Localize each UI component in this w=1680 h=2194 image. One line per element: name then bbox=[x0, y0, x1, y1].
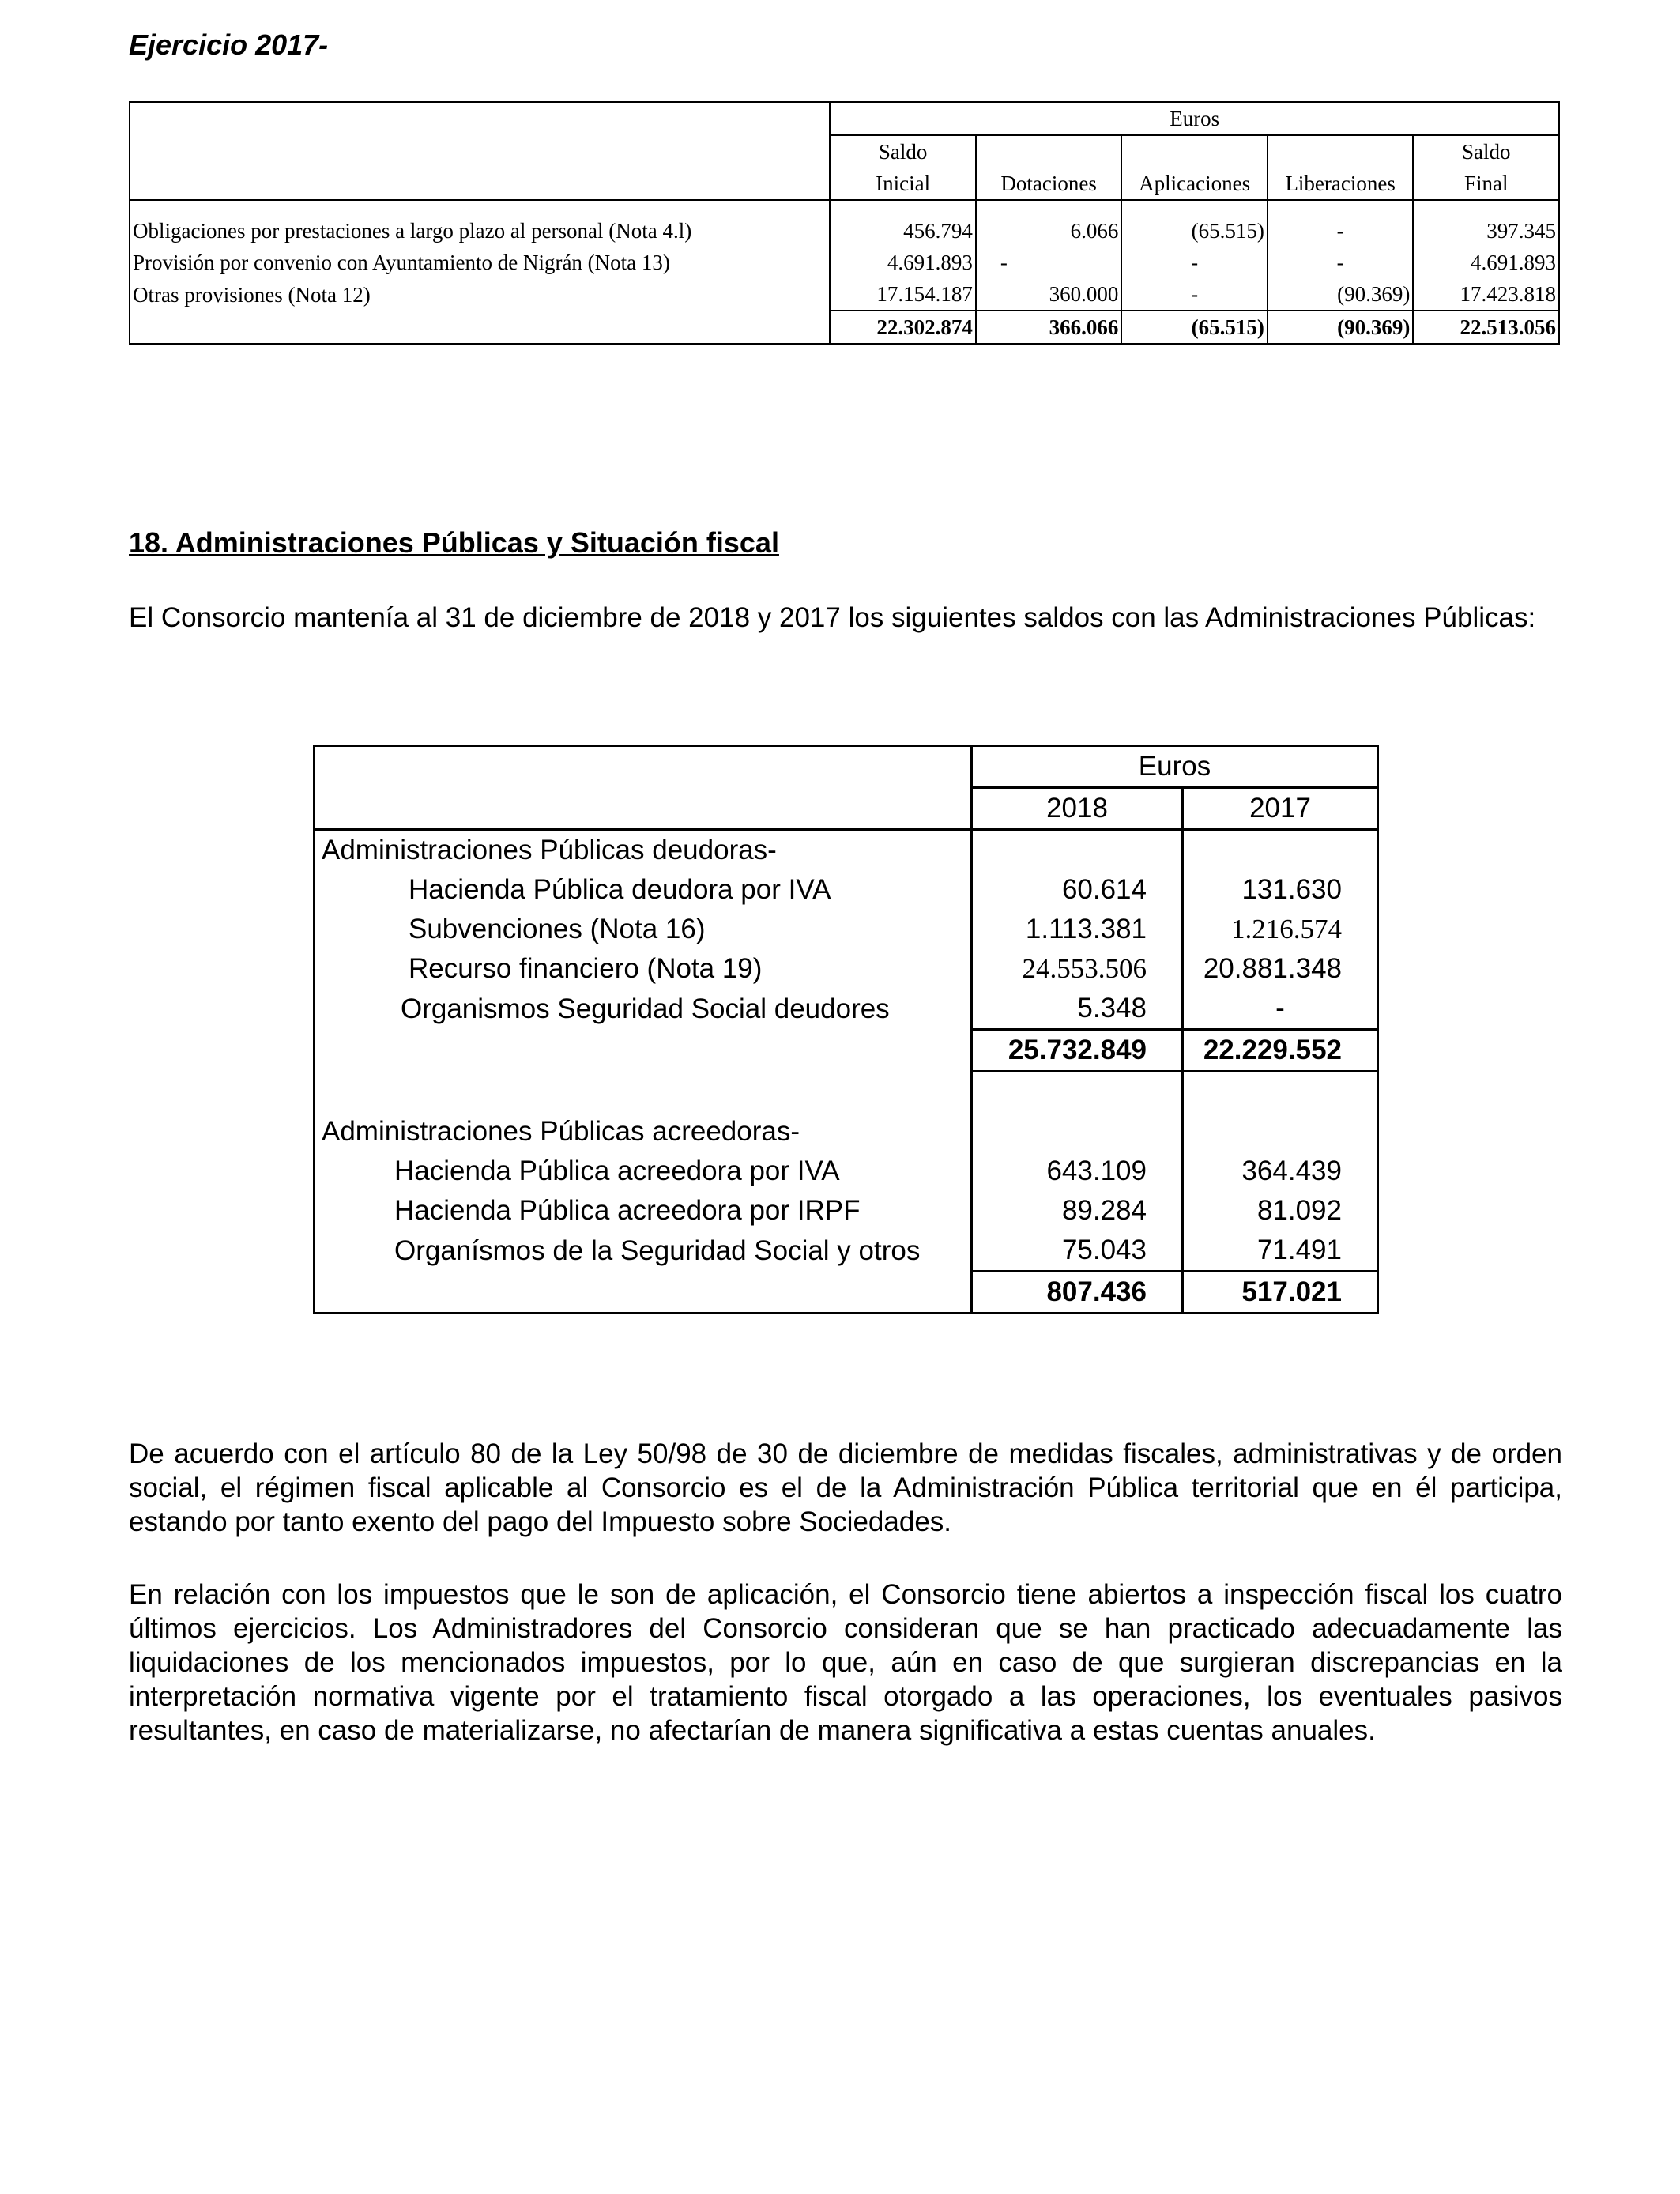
col-header-inicial: Inicial bbox=[830, 168, 976, 200]
group-title-deudoras: Administraciones Públicas deudoras- bbox=[315, 830, 972, 871]
row-label: Hacienda Pública deudora por IVA bbox=[315, 870, 972, 910]
cell-2018: 643.109 bbox=[972, 1152, 1183, 1191]
total-row bbox=[130, 311, 1559, 344]
cell-dotaciones: 360.000 bbox=[976, 278, 1122, 311]
col-header-spacer bbox=[1121, 135, 1268, 168]
cell-liberaciones: (90.369) bbox=[1268, 278, 1414, 311]
table-row bbox=[315, 1231, 1378, 1272]
total-aplicaciones: (65.515) bbox=[1121, 311, 1268, 344]
cell-final: 4.691.893 bbox=[1413, 247, 1559, 278]
subtotal-row bbox=[315, 1030, 1378, 1072]
total-dotaciones: 366.066 bbox=[976, 311, 1122, 344]
cell-2017: 364.439 bbox=[1183, 1152, 1378, 1191]
col-header-2018: 2018 bbox=[972, 788, 1183, 830]
cell-2017: - bbox=[1183, 989, 1378, 1030]
table-row bbox=[130, 278, 1559, 311]
col-header-final: Final bbox=[1413, 168, 1559, 200]
total-liberaciones: (90.369) bbox=[1268, 311, 1414, 344]
provisions-table bbox=[129, 101, 1560, 345]
row-label: Hacienda Pública acreedora por IVA bbox=[315, 1152, 972, 1191]
row-label: Subvenciones (Nota 16) bbox=[315, 910, 972, 949]
col-header-dotaciones: Dotaciones bbox=[976, 168, 1122, 200]
cell-2017: 71.491 bbox=[1183, 1231, 1378, 1272]
table-row bbox=[315, 870, 1378, 910]
table-row bbox=[130, 215, 1559, 247]
cell-2017: 20.881.348 bbox=[1183, 949, 1378, 989]
row-label: Organismos Seguridad Social deudores bbox=[315, 989, 972, 1030]
col-header-liberaciones: Liberaciones bbox=[1268, 168, 1414, 200]
cell-inicial: 4.691.893 bbox=[830, 247, 976, 278]
cell-final: 397.345 bbox=[1413, 215, 1559, 247]
row-label: Organísmos de la Seguridad Social y otros bbox=[315, 1231, 972, 1272]
subtotal-acreedoras-2017: 517.021 bbox=[1183, 1272, 1378, 1314]
cell-inicial: 456.794 bbox=[830, 215, 976, 247]
cell-dotaciones: - bbox=[976, 247, 1122, 278]
cell-dotaciones: 6.066 bbox=[976, 215, 1122, 247]
row-label: Hacienda Pública acreedora por IRPF bbox=[315, 1191, 972, 1231]
cell-2018: 5.348 bbox=[972, 989, 1183, 1030]
col-header-spacer bbox=[976, 135, 1122, 168]
exercise-heading: Ejercicio 2017- bbox=[129, 28, 329, 61]
group-title-acreedoras: Administraciones Públicas acreedoras- bbox=[315, 1112, 972, 1152]
total-final: 22.513.056 bbox=[1413, 311, 1559, 344]
col-header-aplicaciones: Aplicaciones bbox=[1121, 168, 1268, 200]
col-header-saldo-inicial: Saldo bbox=[830, 135, 976, 168]
cell-final: 17.423.818 bbox=[1413, 278, 1559, 311]
col-header-2017: 2017 bbox=[1183, 788, 1378, 830]
cell-2017: 1.216.574 bbox=[1183, 910, 1378, 949]
section-title: 18. Administraciones Públicas y Situación fiscal bbox=[129, 526, 779, 559]
row-label: Otras provisiones (Nota 12) bbox=[130, 278, 830, 311]
col-header-saldo-final: Saldo bbox=[1413, 135, 1559, 168]
table-row bbox=[315, 1112, 1378, 1152]
col-header-spacer bbox=[1268, 135, 1414, 168]
table-row bbox=[315, 910, 1378, 949]
total-inicial: 22.302.874 bbox=[830, 311, 976, 344]
currency-header: Euros bbox=[972, 746, 1378, 788]
total-label-cell bbox=[130, 311, 830, 344]
table-row bbox=[315, 1072, 1378, 1113]
cell-inicial: 17.154.187 bbox=[830, 278, 976, 311]
header-blank-cell bbox=[130, 102, 830, 200]
intro-paragraph: El Consorcio mantenía al 31 de diciembre de 2018 y 2017 los siguientes saldos con las Administraciones Públicas: bbox=[129, 602, 1536, 633]
fiscal-regime-paragraph: De acuerdo con el artículo 80 de la Ley 50/98 de 30 de diciembre de medidas fiscales, administrativas y de orden social, el régimen fiscal aplicable al Consorcio es el de la Administración Pública territorial que en él participa, estando por tanto exento del pago del Impuesto sobre Sociedades. bbox=[129, 1438, 1562, 1537]
cell-2018: 1.113.381 bbox=[972, 910, 1183, 949]
subtotal-deudoras-2018: 25.732.849 bbox=[972, 1030, 1183, 1072]
row-label: Obligaciones por prestaciones a largo plazo al personal (Nota 4.l) bbox=[130, 215, 830, 247]
currency-header: Euros bbox=[830, 102, 1559, 135]
table-row bbox=[315, 989, 1378, 1030]
cell-2018: 75.043 bbox=[972, 1231, 1183, 1272]
cell-2017: 131.630 bbox=[1183, 870, 1378, 910]
cell-2018: 60.614 bbox=[972, 870, 1183, 910]
cell-aplicaciones: (65.515) bbox=[1121, 215, 1268, 247]
cell-aplicaciones: - bbox=[1121, 247, 1268, 278]
table-row bbox=[130, 200, 1559, 215]
table-row bbox=[315, 1152, 1378, 1191]
cell-liberaciones: - bbox=[1268, 215, 1414, 247]
cell-2018: 24.553.506 bbox=[972, 949, 1183, 989]
table-header-row bbox=[315, 746, 1378, 788]
cell-2018: 89.284 bbox=[972, 1191, 1183, 1231]
inspection-paragraph: En relación con los impuestos que le son de aplicación, el Consorcio tiene abiertos a inspección fiscal los cuatro últimos ejercicios. Los Administradores del Consorcio consideran que se han practicado adecuadamente las liquidaciones de los mencionados impuestos, por lo que, aún en caso de que surgieran discrepancias en la interpretación normativa vigente por el tratamiento fiscal otorgado a las operaciones, los eventuales pasivos resultantes, en caso de materializarse, no afectarían de manera significativa a estas cuentas anuales. bbox=[129, 1579, 1562, 1746]
row-label: Recurso financiero (Nota 19) bbox=[315, 949, 972, 989]
cell-2017: 81.092 bbox=[1183, 1191, 1378, 1231]
table-row bbox=[315, 830, 1378, 871]
table-row bbox=[130, 247, 1559, 278]
subtotal-deudoras-2017: 22.229.552 bbox=[1183, 1030, 1378, 1072]
cell-aplicaciones: - bbox=[1121, 278, 1268, 311]
balances-table bbox=[313, 745, 1379, 1314]
subtotal-row bbox=[315, 1272, 1378, 1314]
header-blank-cell bbox=[315, 746, 972, 830]
row-label: Provisión por convenio con Ayuntamiento de Nigrán (Nota 13) bbox=[130, 247, 830, 278]
table-row bbox=[315, 949, 1378, 989]
subtotal-acreedoras-2018: 807.436 bbox=[972, 1272, 1183, 1314]
cell-liberaciones: - bbox=[1268, 247, 1414, 278]
table-header-row bbox=[130, 102, 1559, 135]
table-row bbox=[315, 1191, 1378, 1231]
